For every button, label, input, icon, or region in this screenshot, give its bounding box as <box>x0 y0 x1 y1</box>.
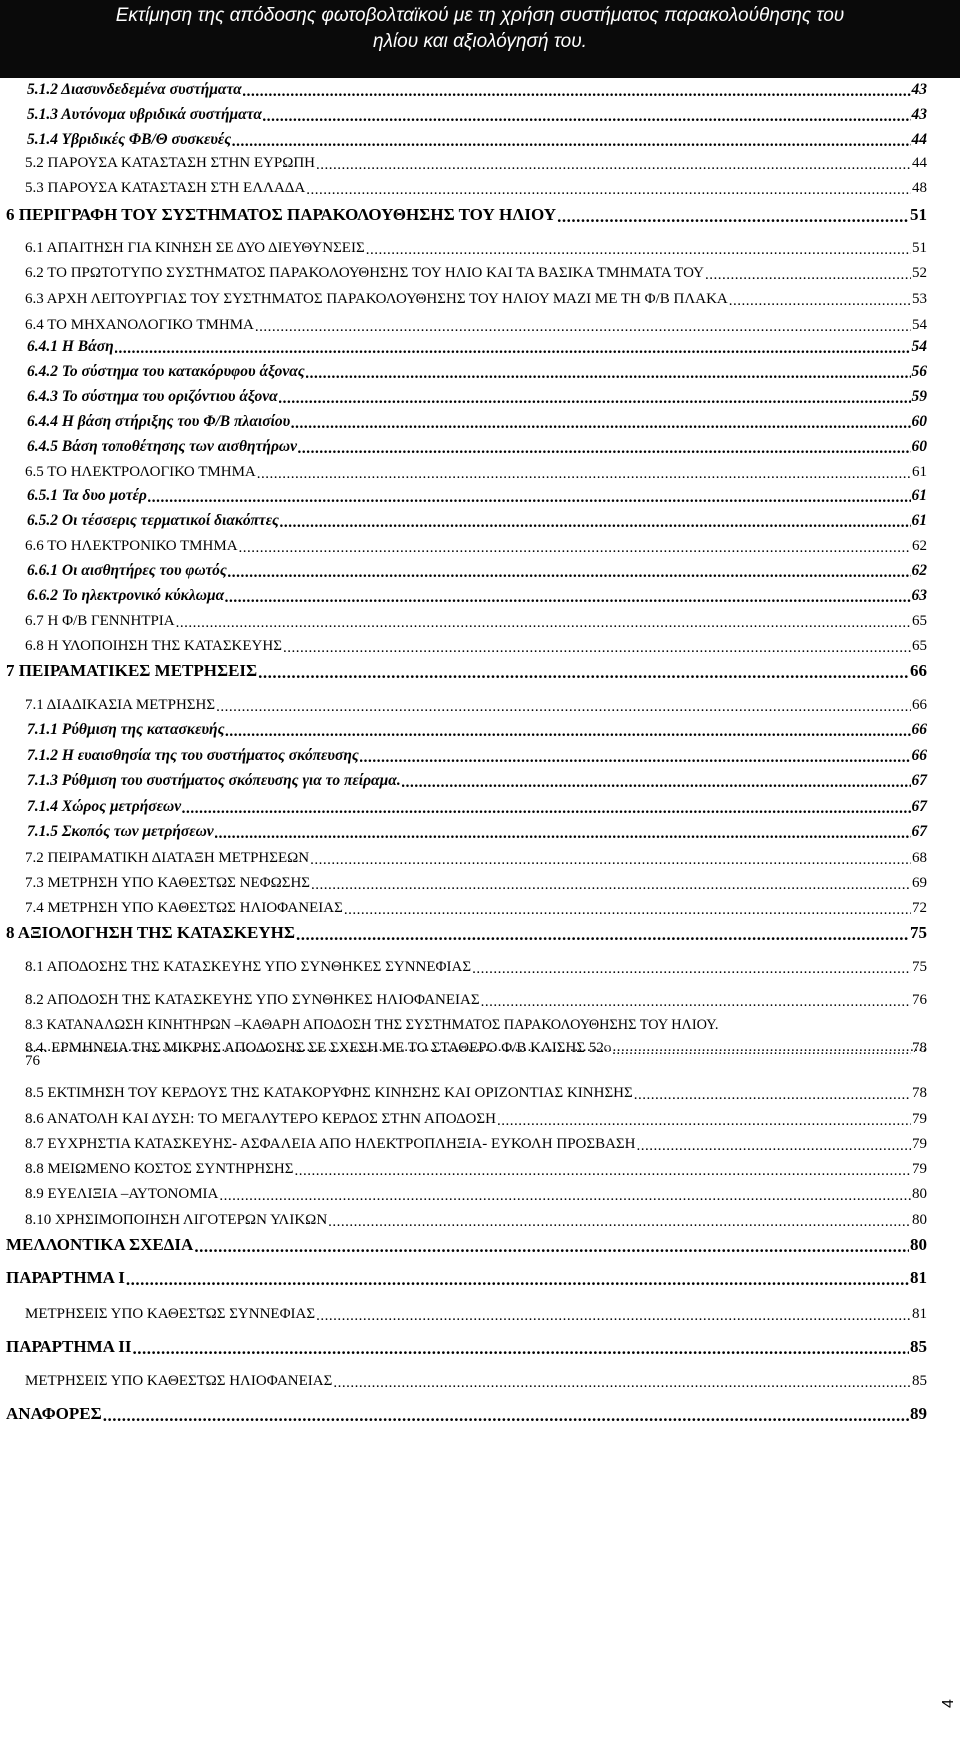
toc-entry-title: 5.1.2 Διασυνδεδεμένα συστήματα <box>27 81 242 98</box>
toc-entry[interactable] <box>25 898 927 920</box>
toc-entry-title: 6.1 ΑΠΑΙΤΗΣΗ ΓΙΑ ΚΙΝΗΣΗ ΣΕ ΔΥΟ ΔΙΕΥΘΥΝΣΕΙΣ <box>25 240 365 256</box>
toc-dot-leader <box>328 1212 911 1228</box>
toc-entry-page: 80 <box>912 1212 927 1228</box>
toc-entry[interactable] <box>25 238 927 260</box>
toc-entry-title: 8.9 ΕΥΕΛΙΞΙΑ –ΑΥΤΟΝΟΜΙΑ <box>25 1186 219 1202</box>
toc-entry[interactable] <box>6 1268 927 1290</box>
toc-dot-leader <box>132 1339 909 1355</box>
toc-entry[interactable] <box>27 771 927 793</box>
toc-entry-title: ΜΕΤΡΗΣΕΙΣ ΥΠΟ ΚΑΘΕΣΤΩΣ ΗΛΙΟΦΑΝΕΙΑΣ <box>25 1373 333 1389</box>
toc-dot-leader <box>126 1270 909 1286</box>
toc-entry-title: 6.6 ΤΟ ΗΛΕΚΤΡΟΝΙΚΟ ΤΜΗΜΑ <box>25 538 238 554</box>
toc-entry-page: 75 <box>910 923 927 942</box>
toc-dot-leader <box>306 180 911 196</box>
toc-entry-page: 79 <box>912 1136 927 1152</box>
toc-entry-page: 62 <box>912 538 927 554</box>
toc-entry[interactable] <box>25 178 927 200</box>
toc-entry-page: 65 <box>912 613 927 629</box>
toc-entry-page: 66 <box>910 661 927 680</box>
toc-dot-leader <box>215 824 911 840</box>
toc-dot-leader <box>194 1237 909 1253</box>
toc-dot-leader <box>263 107 911 123</box>
toc-entry-title: 6.4.2 Το σύστημα του κατακόρυφου άξονας <box>27 363 305 380</box>
toc-entry[interactable] <box>25 153 927 175</box>
toc-entry[interactable] <box>6 1235 927 1257</box>
toc-entry[interactable] <box>27 337 927 359</box>
toc-dot-leader <box>637 1136 912 1152</box>
toc-entry[interactable] <box>27 105 927 127</box>
toc-entry-page: 44 <box>912 155 927 171</box>
toc-entry-page: 85 <box>912 1373 927 1389</box>
toc-dot-leader <box>306 364 911 380</box>
toc-entry-page: 72 <box>912 900 927 916</box>
toc-dot-leader <box>243 82 911 98</box>
running-header <box>0 0 960 78</box>
toc-dot-leader <box>280 513 911 529</box>
toc-entry-title: 8.8 ΜΕΙΩΜΕΝΟ ΚΟΣΤΟΣ ΣΥΝΤΗΡΗΣΗΣ <box>25 1161 294 1177</box>
toc-entry-page: 66 <box>911 747 927 764</box>
toc-entry-title: 7.1.3 Ρύθμιση του συστήματος σκόπευσης για το πείραμα. <box>27 772 401 789</box>
toc-entry-title: 6.5.1 Τα δυο μοτέρ <box>27 487 147 504</box>
toc-entry-page: 59 <box>911 388 927 405</box>
toc-dot-leader <box>311 875 911 891</box>
toc-entry[interactable] <box>27 822 927 844</box>
toc-entry-page: 43 <box>911 81 927 98</box>
toc-dot-leader <box>279 389 911 405</box>
toc-dot-leader <box>705 265 911 281</box>
toc-dot-leader <box>557 207 909 223</box>
toc-entry-title: ΠΑΡΑΡΤΗΜΑ Ι <box>6 1268 125 1287</box>
toc-entry-page: 61 <box>911 512 927 529</box>
toc-dot-leader <box>472 959 911 975</box>
toc-entry-page: 44 <box>911 131 927 148</box>
toc-entry-page: 78 <box>912 1085 927 1101</box>
toc-dot-leader <box>257 464 911 480</box>
header-line-1: Εκτίμηση της απόδοσης φωτοβολταϊκού με τη χρήση συστήματος παρακολούθησης του <box>115 5 845 26</box>
toc-entry-page: 79 <box>912 1111 927 1127</box>
toc-entry-title: 7 ΠΕΙΡΑΜΑΤΙΚΕΣ ΜΕΤΡΗΣΕΙΣ <box>6 661 258 680</box>
toc-entry[interactable] <box>25 536 927 558</box>
toc-entry[interactable] <box>25 1371 927 1393</box>
toc-entry-page: 56 <box>911 363 927 380</box>
toc-entry[interactable] <box>25 1304 927 1326</box>
toc-entry-page: 48 <box>912 180 927 196</box>
toc-dot-leader <box>283 638 911 654</box>
toc-dot-leader <box>316 1306 911 1322</box>
toc-entry[interactable] <box>6 923 927 945</box>
toc-dot-leader <box>296 925 909 941</box>
toc-entry[interactable] <box>27 561 927 583</box>
toc-entry-title: ΠΑΡΑΡΤΗΜΑ ΙΙ <box>6 1337 132 1356</box>
toc-entry-page: 61 <box>911 487 927 504</box>
toc-entry[interactable] <box>27 797 927 819</box>
toc-entry-title: 6.5 ΤΟ ΗΛΕΚΤΡΟΛΟΓΙΚΟ ΤΜΗΜΑ <box>25 464 256 480</box>
toc-entry[interactable] <box>25 289 927 311</box>
toc-entry-page: 67 <box>911 772 927 789</box>
toc-entry-page: 63 <box>911 587 927 604</box>
toc-entry-page: 81 <box>912 1306 927 1322</box>
toc-entry-page: 79 <box>912 1161 927 1177</box>
toc-dot-leader <box>255 317 911 333</box>
toc-entry[interactable] <box>25 1134 927 1156</box>
toc-entry-title: 6 ΠΕΡΙΓΡΑΦΗ ΤΟΥ ΣΥΣΤΗΜΑΤΟΣ ΠΑΡΑΚΟΛΟΥΘΗΣΗΣ ΤΟΥ ΗΛΙΟΥ <box>6 205 557 224</box>
toc-entry[interactable] <box>25 957 927 979</box>
toc-entry[interactable] <box>25 611 927 633</box>
toc-dot-leader <box>298 439 910 455</box>
toc-entry[interactable] <box>25 1038 927 1060</box>
toc-dot-leader <box>219 1186 911 1202</box>
toc-dot-leader <box>216 697 911 713</box>
toc-entry[interactable] <box>27 486 927 508</box>
toc-entry-title: 8.6 ΑΝΑΤΟΛΗ ΚΑΙ ΔΥΣΗ: ΤΟ ΜΕΓΑΛΥΤΕΡΟ ΚΕΡΔΟΣ ΣΤΗΝ ΑΠΟΔΟΣΗ <box>25 1111 496 1127</box>
toc-entry[interactable] <box>27 130 927 152</box>
toc-entry-page: 76 <box>25 1053 40 1069</box>
toc-entry[interactable] <box>27 412 927 434</box>
toc-entry-title: 8 ΑΞΙΟΛΟΓΗΣΗ ΤΗΣ ΚΑΤΑΣΚΕΥΗΣ <box>6 923 295 942</box>
toc-entry-page: 75 <box>912 959 927 975</box>
toc-entry[interactable] <box>25 990 927 1012</box>
toc-entry-title: 6.4.5 Βάση τοποθέτησης των αισθητήρων <box>27 438 298 455</box>
toc-entry-title: 5.3 ΠΑΡΟΥΣΑ ΚΑΤΑΣΤΑΣΗ ΣΤΗ ΕΛΛΑΔΑ <box>25 180 306 196</box>
toc-entry-page: 52 <box>912 265 927 281</box>
toc-dot-leader <box>344 900 911 916</box>
toc-entry[interactable] <box>25 848 927 870</box>
toc-entry-title: ΑΝΑΦΟΡΕΣ <box>6 1404 102 1423</box>
toc-entry-page: 51 <box>912 240 927 256</box>
toc-entry-page: 61 <box>912 464 927 480</box>
toc-entry-title: 6.4.3 Το σύστημα του οριζόντιου άξονα <box>27 388 278 405</box>
toc-entry[interactable] <box>6 1404 927 1426</box>
toc-entry[interactable] <box>27 437 927 459</box>
toc-entry-title: 5.1.4 Υβριδικές ΦΒ/Θ συσκευές <box>27 131 232 148</box>
toc-entry-page: 85 <box>910 1337 927 1356</box>
toc-entry-title: 6.6.1 Οι αισθητήρες του φωτός <box>27 562 227 579</box>
toc-entry-title: 6.4 ΤΟ ΜΗΧΑΝΟΛΟΓΙΚΟ ΤΜΗΜΑ <box>25 317 254 333</box>
toc-entry[interactable] <box>25 1210 927 1232</box>
toc-entry[interactable] <box>25 695 927 717</box>
toc-entry[interactable] <box>25 1109 927 1131</box>
toc-entry-superscript: O <box>603 1044 612 1055</box>
toc-entry-title: 5.1.3 Αυτόνομα υβριδικά συστήματα <box>27 106 262 123</box>
toc-entry-title: 8.3 ΚΑΤΑΝΑΛΩΣΗ ΚΙΝΗΤΗΡΩΝ –ΚΑΘΑΡΗ ΑΠΟΔΟΣΗ ΤΗΣ ΣΥΣΤΗΜΑΤΟΣ ΠΑΡΑΚΟΛΟΥΘΗΣΗΣ ΤΟΥ ΗΛΙΟΥ. <box>25 1017 719 1033</box>
toc-entry-page: 51 <box>910 205 927 224</box>
toc-entry[interactable] <box>25 315 927 337</box>
toc-entry-page: 53 <box>912 291 927 307</box>
toc-entry-title: 7.1 ΔΙΑΔΙΚΑΣΙΑ ΜΕΤΡΗΣΗΣ <box>25 697 216 713</box>
header-line-2: ηλίου και αξιολόγησή του. <box>373 31 587 52</box>
toc-entry-title: 6.4.1 Η Βάση <box>27 338 114 355</box>
toc-entry-page: 68 <box>912 850 927 866</box>
toc-dot-leader <box>310 850 911 866</box>
toc-dot-leader <box>634 1085 911 1101</box>
toc-entry-title: 7.2 ΠΕΙΡΑΜΑΤΙΚΗ ΔΙΑΤΑΞΗ ΜΕΤΡΗΣΕΩΝ <box>25 850 310 866</box>
toc-entry-title: ΜΕΛΛΟΝΤΙΚΑ ΣΧΕΔΙΑ <box>6 1235 194 1254</box>
toc-entry-page: 89 <box>910 1404 927 1423</box>
toc-entry-page: 54 <box>911 338 927 355</box>
toc-entry[interactable] <box>6 1337 927 1359</box>
toc-dot-leader <box>294 1161 911 1177</box>
toc-entry-title: 8.5 ΕΚΤΙΜΗΣΗ ΤΟΥ ΚΕΡΔΟΥΣ ΤΗΣ ΚΑΤΑΚΟΡΥΦΗΣ ΚΙΝΗΣΗΣ ΚΑΙ ΟΡΙΖΟΝΤΙΑΣ ΚΙΝΗΣΗΣ <box>25 1085 633 1101</box>
toc-entry[interactable] <box>27 362 927 384</box>
toc-dot-leader <box>366 240 911 256</box>
toc-dot-leader <box>729 291 911 307</box>
toc-entry-title: 7.1.1 Ρύθμιση της κατασκευής <box>27 721 225 738</box>
toc-entry-title: 8.1 ΑΠΟΔΟΣΗΣ ΤΗΣ ΚΑΤΑΣΚΕΥΗΣ ΥΠΟ ΣΥΝΘΗΚΕΣ ΣΥΝΝΕΦΙΑΣ <box>25 959 472 975</box>
toc-entry-title: 6.8 Η ΥΛΟΠΟΙΗΣΗ ΤΗΣ ΚΑΤΑΣΚΕΥΗΣ <box>25 638 282 654</box>
toc-entry-page: 78 <box>912 1040 927 1056</box>
toc-dot-leader <box>232 132 910 148</box>
toc-entry-page: 67 <box>911 823 927 840</box>
toc-entry[interactable] <box>25 462 927 484</box>
toc-dot-leader <box>228 563 911 579</box>
toc-entry-title: 6.3 ΑΡΧΗ ΛΕΙΤΟΥΡΓΙΑΣ ΤΟΥ ΣΥΣΤΗΜΑΤΟΣ ΠΑΡΑΚΟΛΟΥΘΗΣΗΣ ΤΟΥ ΗΛΙΟΥ ΜΑΖΙ ΜΕ ΤΗ Φ/Β ΠΛΑΚΑ <box>25 291 728 307</box>
toc-entry-page: 66 <box>912 697 927 713</box>
toc-entry-page: 81 <box>910 1268 927 1287</box>
toc-entry-title: 6.6.2 Το ηλεκτρονικό κύκλωμα <box>27 587 225 604</box>
toc-entry[interactable] <box>27 720 927 742</box>
toc-entry[interactable] <box>25 1184 927 1206</box>
toc-entry-title: 7.1.4 Χώρος μετρήσεων <box>27 798 182 815</box>
toc-entry-page: 67 <box>911 798 927 815</box>
toc-dot-leader <box>148 488 911 504</box>
toc-entry-page: 54 <box>912 317 927 333</box>
toc-entry-title: 8.7 ΕΥΧΡΗΣΤΙΑ ΚΑΤΑΣΚΕΥΗΣ- ΑΣΦΑΛΕΙΑ ΑΠΟ ΗΛΕΚΤΡΟΠΛΗΞΙΑ- ΕΥΚΟΛΗ ΠΡΟΣΒΑΣΗ <box>25 1136 636 1152</box>
toc-entry-title: 8.2 ΑΠΟΔΟΣΗ ΤΗΣ ΚΑΤΑΣΚΕΥΗΣ ΥΠΟ ΣΥΝΘΗΚΕΣ ΗΛΙΟΦΑΝΕΙΑΣ <box>25 992 480 1008</box>
toc-entry-title: 7.1.2 Η ευαισθησία της του συστήματος σκόπευσης <box>27 747 359 764</box>
toc-entry[interactable] <box>25 1083 927 1105</box>
toc-entry-page: 76 <box>912 992 927 1008</box>
toc-dot-leader <box>115 339 911 355</box>
toc-dot-leader <box>182 799 910 815</box>
toc-dot-leader <box>360 748 911 764</box>
toc-dot-leader <box>402 773 911 789</box>
toc-entry[interactable] <box>27 586 927 608</box>
toc-entry-title: 7.3 ΜΕΤΡΗΣΗ ΥΠΟ ΚΑΘΕΣΤΩΣ ΝΕΦΩΣΗΣ <box>25 875 311 891</box>
toc-entry[interactable] <box>27 746 927 768</box>
toc-entry[interactable] <box>27 511 927 533</box>
toc-entry-title: ΜΕΤΡΗΣΕΙΣ ΥΠΟ ΚΑΘΕΣΤΩΣ ΣΥΝΝΕΦΙΑΣ <box>25 1306 316 1322</box>
toc-entry-page: 62 <box>911 562 927 579</box>
toc-entry-title: 5.2 ΠΑΡΟΥΣΑ ΚΑΤΑΣΤΑΣΗ ΣΤΗΝ ΕΥΡΩΠΗ <box>25 155 316 171</box>
toc-dot-leader <box>291 414 910 430</box>
toc-dot-leader <box>333 1373 911 1389</box>
toc-dot-leader <box>481 992 911 1008</box>
toc-entry-page: 66 <box>911 721 927 738</box>
toc-dot-leader <box>225 722 910 738</box>
toc-entry-title: 8.4. ΕΡΜΗΝΕΙΑ ΤΗΣ ΜΙΚΡΗΣ ΑΠΟΔΟΣΗΣ ΣΕ ΣΧΕΣΗ ΜΕ ΤΟ ΣΤΑΘΕΡΟ Φ/Β ΚΛΙΣΗΣ 52 <box>25 1040 604 1056</box>
toc-entry-page: 69 <box>912 875 927 891</box>
toc-entry[interactable] <box>6 661 927 683</box>
toc-entry-title: 6.2 ΤΟ ΠΡΩΤΟΤΥΠΟ ΣΥΣΤΗΜΑΤΟΣ ΠΑΡΑΚΟΛΟΥΘΗΣΗΣ ΤΟΥ ΗΛΙΟ ΚΑΙ ΤΑ ΒΑΣΙΚΑ ΤΜΗΜΑΤΑ ΤΟΥ <box>25 265 704 281</box>
toc-entry-page: 80 <box>912 1186 927 1202</box>
toc-entry-page: 65 <box>912 638 927 654</box>
page-number: 4 <box>940 1699 957 1708</box>
toc-entry-title: 8.10 ΧΡΗΣΙΜΟΠΟΙΗΣΗ ΛΙΓΟΤΕΡΩΝ ΥΛΙΚΩΝ <box>25 1212 328 1228</box>
toc-entry-page: 43 <box>911 106 927 123</box>
toc-entry-title: 6.5.2 Οι τέσσερις τερματικοί διακόπτες <box>27 512 279 529</box>
toc-dot-leader <box>258 663 909 679</box>
toc-entry[interactable] <box>25 263 927 285</box>
toc-dot-leader <box>612 1040 911 1056</box>
toc-dot-leader <box>103 1406 909 1422</box>
toc-entry-title: 7.1.5 Σκοπός των μετρήσεων <box>27 823 214 840</box>
toc-entry-page: 60 <box>911 438 927 455</box>
toc-entry-title: 6.7 Η Φ/Β ΓΕΝΝΗΤΡΙΑ <box>25 613 175 629</box>
toc-entry-title: 7.4 ΜΕΤΡΗΣΗ ΥΠΟ ΚΑΘΕΣΤΩΣ ΗΛΙΟΦΑΝΕΙΑΣ <box>25 900 343 916</box>
toc-dot-leader <box>497 1111 911 1127</box>
toc-entry-title: 6.4.4 Η βάση στήριξης του Φ/Β πλαισίου <box>27 413 291 430</box>
toc-entry[interactable] <box>27 80 927 102</box>
toc-entry[interactable] <box>27 387 927 409</box>
toc-entry-page: 60 <box>911 413 927 430</box>
toc-entry-page: 80 <box>910 1235 927 1254</box>
toc-dot-leader <box>176 613 911 629</box>
toc-dot-leader <box>316 155 911 171</box>
toc-dot-leader <box>239 538 911 554</box>
toc-entry[interactable] <box>25 1159 927 1181</box>
toc-dot-leader <box>225 588 910 604</box>
toc-entry[interactable] <box>25 636 927 658</box>
toc-entry[interactable] <box>6 205 927 227</box>
toc-entry[interactable] <box>25 873 927 895</box>
